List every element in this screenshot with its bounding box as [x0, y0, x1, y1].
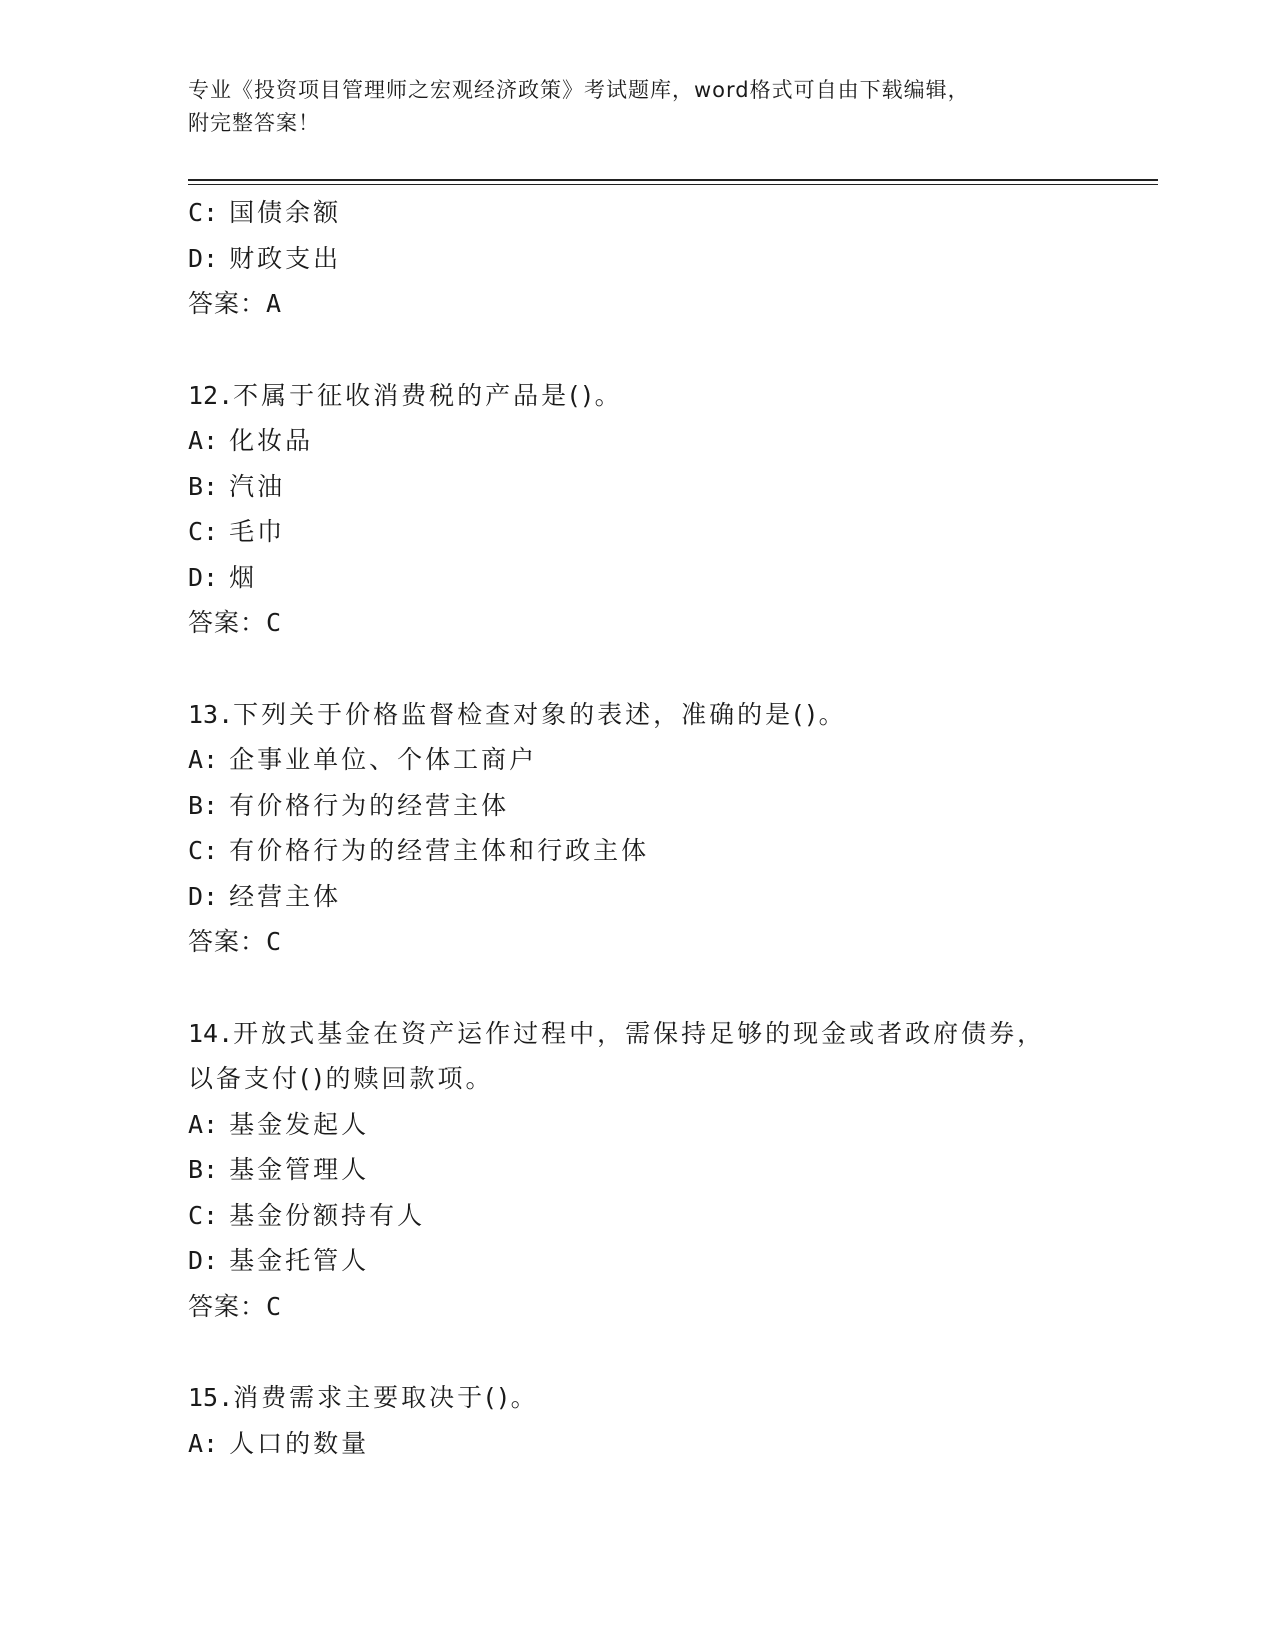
answer-label: 答案： [188, 289, 267, 318]
question-gap [188, 965, 1088, 1011]
question-block [188, 692, 1088, 965]
answer-value: C [266, 1291, 283, 1321]
option-text: 财政支出 [229, 243, 342, 273]
question-number: 15. [188, 1383, 234, 1412]
option-line [188, 874, 1088, 920]
question-list [188, 190, 1088, 1466]
option-label: D: [188, 562, 219, 592]
document-header [188, 74, 1088, 140]
option-text: 有价格行为的经营主体和行政主体 [229, 836, 650, 865]
question-gap [188, 646, 1088, 692]
option-text: 企事业单位、个体工商户 [229, 745, 538, 774]
question-stem [188, 373, 1088, 419]
option-label: B: [188, 471, 219, 501]
question-stem-text: 不属于征收消费税的产品是()。 [233, 380, 623, 410]
answer-value: A [266, 289, 283, 318]
option-text: 汽油 [229, 471, 286, 501]
option-label: C: [188, 517, 219, 546]
option-line [188, 783, 1088, 829]
option-text: 基金发起人 [229, 1109, 370, 1139]
question-stem [188, 692, 1088, 738]
answer-label: 答案： [188, 608, 267, 637]
option-label: D: [188, 1246, 219, 1275]
question-stem [188, 1011, 1088, 1057]
question-number: 13. [188, 699, 234, 729]
option-label: A: [188, 426, 219, 455]
option-text: 烟 [229, 562, 258, 592]
option-label: B: [188, 790, 219, 820]
option-label: C: [188, 198, 219, 227]
option-text: 毛巾 [229, 517, 286, 546]
option-label: D: [188, 881, 219, 911]
option-line [188, 555, 1088, 601]
option-line [188, 1147, 1088, 1193]
option-line [188, 1193, 1088, 1239]
question-stem [188, 1375, 1088, 1421]
option-text: 经营主体 [229, 881, 342, 911]
option-line [188, 509, 1088, 555]
answer-value: C [266, 927, 283, 956]
question-stem-text: 消费需求主要取决于()。 [233, 1383, 539, 1412]
prev-question-block [188, 190, 1088, 327]
answer-line [188, 600, 1088, 646]
answer-label: 答案： [188, 927, 267, 956]
question-block [188, 373, 1088, 646]
answer-line [188, 919, 1088, 965]
option-text: 基金份额持有人 [229, 1200, 426, 1230]
question-number: 14. [188, 1018, 234, 1048]
option-text: 有价格行为的经营主体 [229, 790, 510, 820]
question-block [188, 1011, 1088, 1330]
option-text: 基金管理人 [229, 1155, 370, 1184]
option-label: D: [188, 243, 219, 273]
option-text: 基金托管人 [229, 1246, 370, 1275]
header-line-1: 专业《投资项目管理师之宏观经济政策》考试题库，word格式可自由下载编辑， [188, 78, 970, 102]
question-block [188, 1375, 1088, 1466]
question-stem-text: 下列关于价格监督检查对象的表述，准确的是()。 [233, 699, 847, 729]
option-label: C: [188, 836, 219, 865]
option-text: 化妆品 [229, 426, 314, 455]
option-line [188, 1421, 1088, 1467]
option-label: A: [188, 745, 219, 774]
option-text: 人口的数量 [229, 1428, 370, 1458]
option-line [188, 1238, 1088, 1284]
option-text: 国债余额 [229, 198, 342, 227]
question-stem-text: 以备支付()的赎回款项。 [188, 1064, 494, 1093]
question-number: 12. [188, 380, 234, 410]
answer-label: 答案： [188, 1291, 267, 1321]
header-line-2: 附完整答案！ [188, 111, 320, 135]
option-label: A: [188, 1109, 219, 1139]
question-stem-text: 开放式基金在资产运作过程中，需保持足够的现金或者政府债券， [233, 1018, 1046, 1048]
option-line [188, 737, 1088, 783]
answer-line [188, 1284, 1088, 1330]
question-gap [188, 327, 1088, 373]
option-line [188, 236, 1088, 282]
answer-line [188, 281, 1088, 327]
header-divider-thick [188, 179, 1158, 181]
option-line [188, 190, 1088, 236]
option-label: C: [188, 1200, 219, 1230]
header-divider-thin [188, 184, 1158, 185]
question-stem [188, 1056, 1088, 1102]
option-label: A: [188, 1428, 219, 1458]
option-line [188, 464, 1088, 510]
question-gap [188, 1329, 1088, 1375]
option-label: B: [188, 1155, 219, 1184]
option-line [188, 828, 1088, 874]
answer-value: C [266, 608, 283, 637]
option-line [188, 1102, 1088, 1148]
option-line [188, 418, 1088, 464]
